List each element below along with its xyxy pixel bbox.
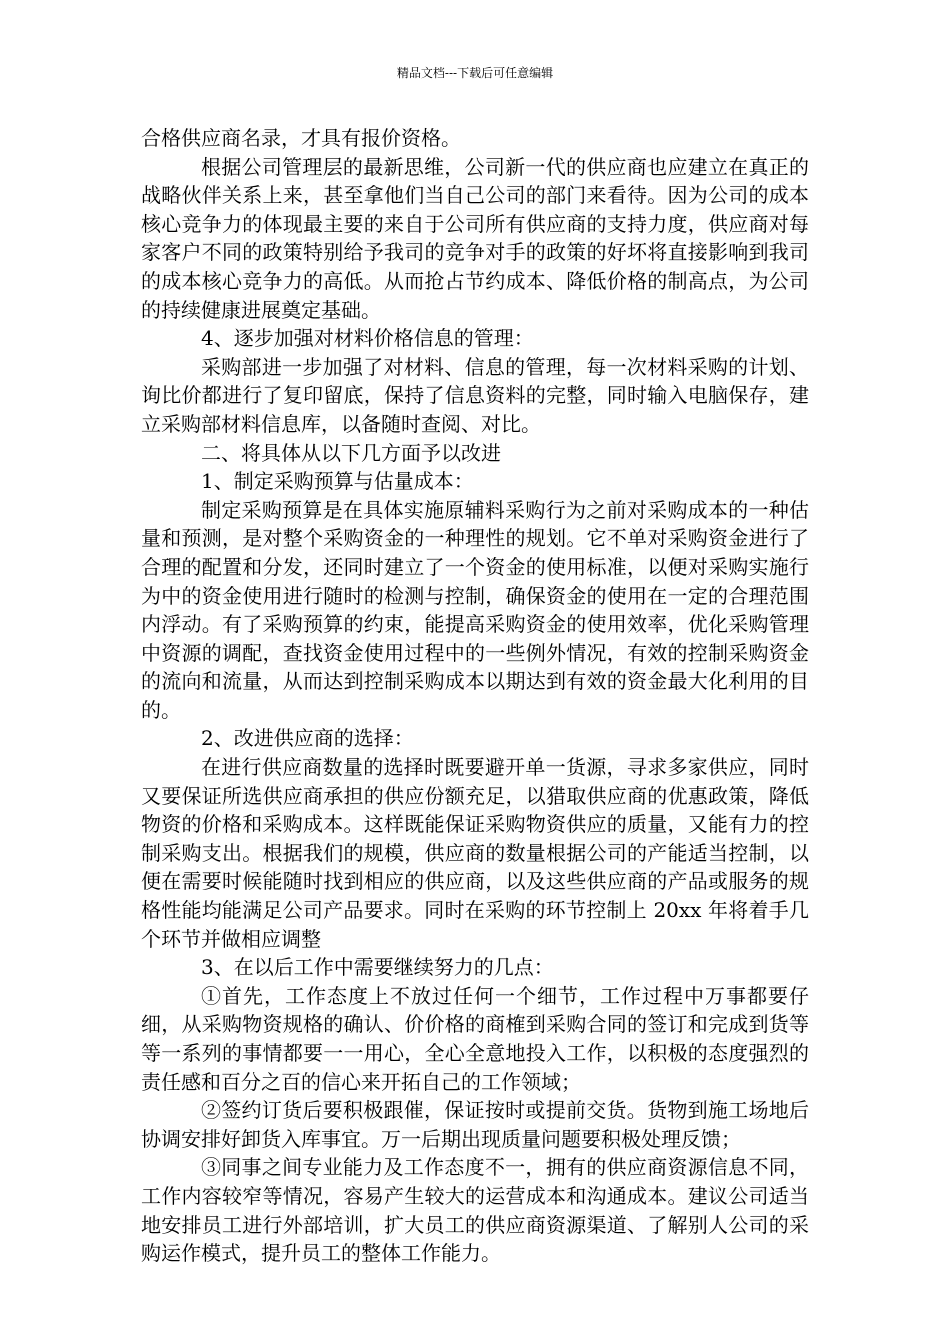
paragraph-strategy: 根据公司管理层的最新思维，公司新一代的供应商也应建立在真正的战略伙伴关系上来，甚至拿他们当自己公司的部门来看待。因为公司的成本核心竞争力的体现最主要的来自于公司所有供应商的支持力度，供应商对每家客户不同的政策特别给予我司的竞争对手的政策的好坏将直接影响到我司的成本核心竞争力的高低。从而抢占节约成本、降低价格的制高点，为公司的持续健康进展奠定基础。 xyxy=(141,154,809,322)
paragraph-point-1: ①首先，工作态度上不放过任何一个细节，工作过程中万事都要仔细，从采购物资规格的确认、价价格的商榷到采购合同的签订和完成到货等等一系列的事情都要一一用心，全心全意地投入工作，以积极的态度强烈的责任感和百分之百的信心来开拓自己的工作领域； xyxy=(141,983,809,1094)
paragraph-point-2: ②签约订货后要积极跟催，保证按时或提前交货。货物到施工场地后协调安排好卸货入库事宜。万一后期出现质量问题要积极处理反馈； xyxy=(141,1098,809,1151)
paragraph-budget: 制定采购预算是在具体实施原辅料采购行为之前对采购成本的一种估量和预测，是对整个采购资金的一种理性的规划。它不单对采购资金进行了合理的配置和分发，还同时建立了一个资金的使用标准，以便对采购实施行为中的资金使用进行随时的检测与控制，确保资金的使用在一定的合理范围内浮动。有了采购预算的约束，能提高采购资金的使用效率，优化采购管理中资源的调配，查找资金使用过程中的一些例外情况，有效的控制采购资金的流向和流量，从而达到控制采购成本以期达到有效的资金最大化利用的目的。 xyxy=(141,497,809,722)
document-body xyxy=(141,124,809,1268)
paragraph-point-3: ③同事之间专业能力及工作态度不一，拥有的供应商资源信息不同，工作内容较窄等情况，容易产生较大的运营成本和沟通成本。建议公司适当地安排员工进行外部培训，扩大员工的供应商资源渠道、了解别人公司的采购运作模式，提升员工的整体工作能力。 xyxy=(141,1155,809,1266)
page-header: 精品文档---下载后可任意编辑 xyxy=(396,66,554,80)
heading-budget: 1、制定采购预算与估量成本： xyxy=(201,469,474,494)
heading-future-work: 3、在以后工作中需要继续努力的几点： xyxy=(201,955,554,980)
paragraph-supplier-selection: 在进行供应商数量的选择时既要避开单一货源，寻求多家供应，同时又要保证所选供应商承担的供应份额充足，以猎取供应商的优惠政策，降低物资的价格和采购成本。这样既能保证采购物资供应的质量，又能有力的控制采购支出。根据我们的规模，供应商的数量根据公司的产能适当控制，以便在需要时候能随时找到相应的供应商，以及这些供应商的产品或服务的规格性能均能满足公司产品要求。同时在采购的环节控制上 20xx 年将着手几个环节并做相应调整 xyxy=(141,755,809,951)
heading-price-info: 4、逐步加强对材料价格信息的管理： xyxy=(201,326,534,351)
paragraph-price-info: 采购部进一步加强了对材料、信息的管理，每一次材料采购的计划、询比价都进行了复印留底，保持了信息资料的完整，同时输入电脑保存，建立采购部材料信息库，以备随时查阅、对比。 xyxy=(141,354,809,436)
paragraph-continuation: 合格供应商名录，才具有报价资格。 xyxy=(141,126,461,150)
section-heading-improvements: 二、将具体从以下几方面予以改进 xyxy=(201,440,501,465)
heading-supplier-selection: 2、改进供应商的选择： xyxy=(201,726,414,751)
